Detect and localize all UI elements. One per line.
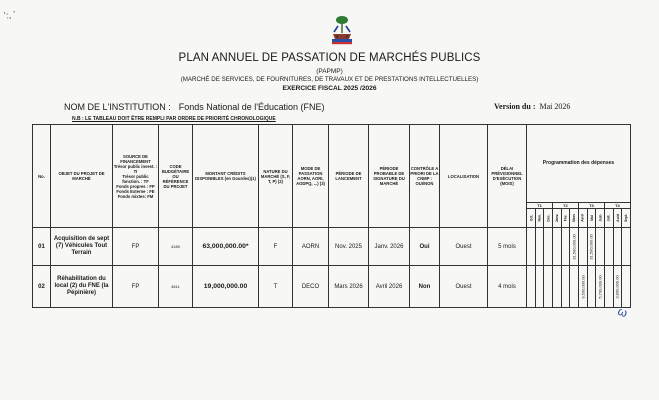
col-header-signature: PÉRIODE PROBABLE DE SIGNATURE DU MARCHÉ <box>369 125 410 228</box>
institution-name: Fonds National de l'Éducation (FNE) <box>178 102 325 112</box>
table-row <box>33 228 631 266</box>
month-apr: Avril <box>578 209 587 228</box>
fiscal-year: EXERCICE FISCAL 2025 /2026 <box>282 85 377 92</box>
prog-cell <box>535 228 544 266</box>
row-periode: Nov. 2025 <box>329 228 369 266</box>
col-header-delai: DÉLAI PRÉVISIONNEL D'EXÉCUTION (MOIS) <box>488 125 527 228</box>
prog-cell <box>613 228 622 266</box>
document-title: PLAN ANNUEL DE PASSATION DE MARCHÉS PUBLICS <box>178 52 481 64</box>
prog-cell <box>578 228 587 266</box>
row-delai: 4 mois <box>488 266 527 308</box>
row-source: FP <box>113 266 159 308</box>
month-aug: Août <box>613 209 622 228</box>
row-code: 4180 <box>159 228 193 266</box>
row-source: FP <box>113 228 159 266</box>
prog-cell <box>622 228 631 266</box>
prog-cell <box>604 228 613 266</box>
prog-cell: 31,500,000.00 <box>570 228 579 266</box>
col-header-source <box>113 125 159 228</box>
quarter-t2: T2 <box>552 203 578 209</box>
col-header-localisation: LOCALISATION <box>440 125 488 228</box>
row-mode: AORN <box>293 228 329 266</box>
prog-cell <box>604 266 613 308</box>
row-localisation: Ouest <box>440 228 488 266</box>
prog-cell <box>544 266 553 308</box>
row-localisation: Ouest <box>440 266 488 308</box>
version-label: Version du : <box>494 102 536 111</box>
row-montant: 63,000,000.00* <box>193 228 259 266</box>
col-header-no: No. <box>33 125 51 228</box>
institution-line <box>64 102 325 112</box>
col-header-mode: MODE DE PASSATION AORN, AORI, AODPQ, ...) (3) <box>293 125 329 228</box>
month-jan: Janv. <box>552 209 561 228</box>
row-objet: Acquisition de sept (7) Véhicules Tout Terrain <box>51 228 113 266</box>
prog-cell <box>596 228 605 266</box>
month-sep: Sept. <box>622 209 631 228</box>
col-header-source-title: SOURCE DE FINANCEMENT <box>120 153 151 164</box>
row-objet: Réhabilitation du local (2) du FNE (la Pépinière) <box>51 266 113 308</box>
quarter-t1: T1 <box>527 203 553 209</box>
row-signature: Janv. 2026 <box>369 228 410 266</box>
row-code: 4611 <box>159 266 193 308</box>
row-montant: 19,000,000.00 <box>193 266 259 308</box>
priority-note: N.B : LE TABLEAU DOIT ÊTRE REMPLI PAR ORDRE DE PRIORITÉ CHRONOLOGIQUE <box>72 116 276 122</box>
table-row <box>33 266 631 308</box>
handwritten-margin-mark: ω <box>615 303 630 321</box>
col-header-montant: MONTANT CRÉDITS DISPONIBLES (en Gourdes)(1) <box>193 125 259 228</box>
prog-cell: 5,700,000.00 <box>596 266 605 308</box>
month-mar: Mars <box>570 209 579 228</box>
document-abbreviation: (PAPMP) <box>316 68 343 75</box>
prog-cell <box>570 266 579 308</box>
header-row <box>33 125 631 203</box>
prog-cell: 9,500,000.00 <box>578 266 587 308</box>
prog-cell: 3,800,000.00 <box>613 266 622 308</box>
prog-cell <box>527 228 536 266</box>
prog-cell: 31,500,000.00 <box>587 228 596 266</box>
col-header-objet: OBJET DU PROJET DE MARCHÉ <box>51 125 113 228</box>
row-nature: T <box>259 266 293 308</box>
prog-cell <box>535 266 544 308</box>
row-nature: F <box>259 228 293 266</box>
institution-label: NOM DE L'INSTITUTION : <box>64 102 171 112</box>
source-legend-2: Trésor public fonction. : TF <box>122 173 149 184</box>
version-date: Mai 2026 <box>539 102 571 111</box>
source-legend-1: Trésor public invest. : TI <box>113 163 158 174</box>
month-nov: Nov. <box>535 209 544 228</box>
prog-cell <box>544 228 553 266</box>
month-may: Mai <box>587 209 596 228</box>
col-header-programmation: Programmation des dépenses <box>527 125 631 203</box>
prog-cell <box>552 228 561 266</box>
row-no: 01 <box>33 228 51 266</box>
row-signature: Avril 2026 <box>369 266 410 308</box>
col-header-nature: NATURE DU MARCHÉ (S, F, T, P) (2) <box>259 125 293 228</box>
prog-cell <box>561 228 570 266</box>
month-oct: Oct. <box>527 209 536 228</box>
margin-scribble: ʼ:, ʼ <box>3 9 17 21</box>
month-feb: Fév. <box>561 209 570 228</box>
document-description: (MARCHÉ DE SERVICES, DE FOURNITURES, DE TRAVAUX ET DE PRESTATIONS INTELLECTUELLES) <box>180 76 479 83</box>
prog-cell <box>587 266 596 308</box>
month-jul: Juil. <box>604 209 613 228</box>
row-mode: DECO <box>293 266 329 308</box>
row-controle: Oui <box>410 228 440 266</box>
row-delai: 5 mois <box>488 228 527 266</box>
prog-cell <box>622 266 631 308</box>
col-header-controle: CONTRÔLE A PRIORI DE LA CNMP : OUI/NON <box>410 125 440 228</box>
quarter-t3: T3 <box>578 203 604 209</box>
source-legend-5: Fonds mixtes: FM <box>117 193 154 199</box>
procurement-table <box>32 124 631 308</box>
haiti-coat-of-arms-emblem <box>329 14 355 46</box>
prog-cell <box>552 266 561 308</box>
month-dec: Déc. <box>544 209 553 228</box>
col-header-code: CODE BUDGÉTAIRE OU RÉFÉRENCE DU PROJET <box>159 125 193 228</box>
row-controle: Non <box>410 266 440 308</box>
prog-cell <box>561 266 570 308</box>
quarter-t4: T4 <box>604 203 630 209</box>
row-no: 02 <box>33 266 51 308</box>
month-jun: Juin <box>596 209 605 228</box>
prog-cell <box>527 266 536 308</box>
source-legend-4: Fonds Externe : FE <box>116 188 155 194</box>
row-periode: Mars 2026 <box>329 266 369 308</box>
version-line <box>494 102 570 111</box>
col-header-periode: PÉRIODE DE LANCEMENT <box>329 125 369 228</box>
source-legend-3: Fonds propres : FP <box>116 183 155 189</box>
